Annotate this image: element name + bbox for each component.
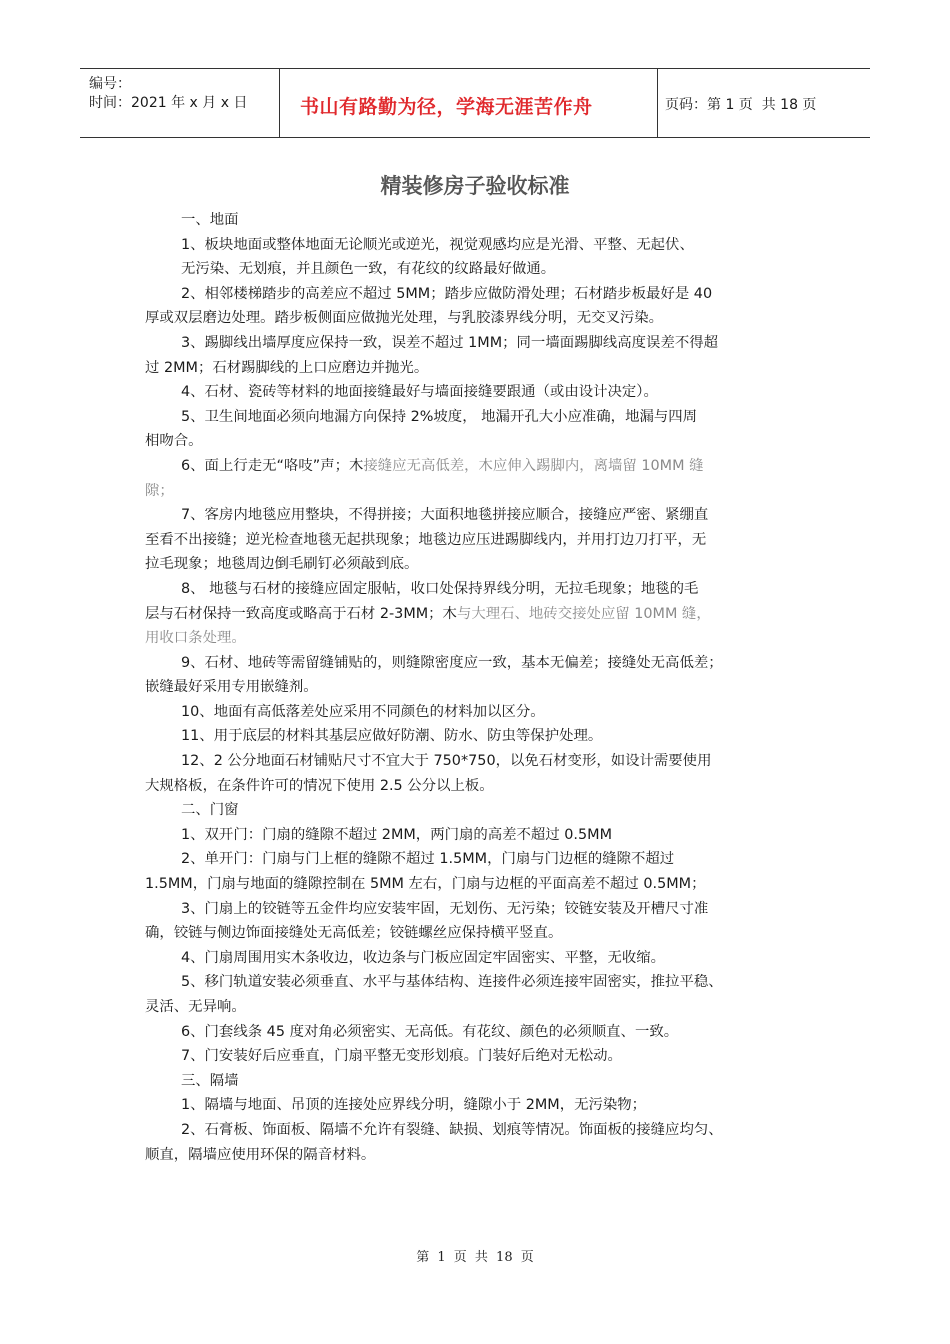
- body-line-text: 5、卫生间地面必须向地漏方向保持 2%坡度， 地漏开孔大小应准确，地漏与四周: [181, 408, 698, 425]
- body-line-text: 确，铰链与侧边饰面接缝处无高低差；铰链螺丝应保持横平竖直。: [145, 925, 563, 942]
- body-line-text: 相吻合。: [145, 433, 203, 450]
- body-line: [145, 970, 810, 995]
- body-line-text: 二、门窗: [181, 802, 239, 819]
- body-line: [145, 1093, 810, 1118]
- document-title: 精装修房子验收标准: [380, 174, 570, 198]
- body-line-faded-text: 接缝应无高低差，木应伸入踢脚内，离墙留 10MM 缝: [363, 457, 704, 474]
- body-line: [145, 1020, 810, 1045]
- body-line-text: 8、 地毯与石材的接缝应固定服帖，收口处保持界线分明，无拉毛现象；地毯的毛: [181, 580, 699, 597]
- body-line-text: 11、用于底层的材料其基层应做好防潮、防水、防虫等保护处理。: [181, 728, 603, 745]
- body-line: [145, 921, 810, 946]
- body-line-faded-text: 用收口条处理。: [145, 630, 246, 647]
- body-line: [145, 774, 810, 799]
- body-line: [145, 454, 810, 479]
- body-line: [145, 233, 810, 258]
- header-page-info: 页码：第 1 页 共 18 页: [665, 97, 817, 113]
- doc-number-label: 编号：: [89, 76, 131, 92]
- body-line: [145, 1069, 810, 1094]
- body-line-text: 过 2MM；石材踢脚线的上口应磨边并抛光。: [145, 359, 429, 376]
- body-line-text: 拉毛现象；地毯周边倒毛刷钉必须敲到底。: [145, 556, 419, 573]
- body-line: [145, 257, 810, 282]
- body-line-text: 6、门套线条 45 度对角必须密实、无高低。有花纹、颜色的必须顺直、一致。: [181, 1023, 679, 1040]
- body-line-text: 2、石膏板、饰面板、隔墙不允许有裂缝、缺损、划痕等情况。饰面板的接缝应均匀、: [181, 1121, 723, 1138]
- body-line: [145, 847, 810, 872]
- body-line: [145, 626, 810, 651]
- page-footer: 第 1 页 共 18 页: [416, 1250, 534, 1265]
- body-line-text: 1、双开门：门扇的缝隙不超过 2MM，两门扇的高差不超过 0.5MM: [181, 826, 612, 843]
- body-line-text: 厚或双层磨边处理。踏步板侧面应做抛光处理，与乳胶漆界线分明，无交叉污染。: [145, 310, 664, 327]
- body-line: [145, 749, 810, 774]
- body-line-text: 1.5MM，门扇与地面的缝隙控制在 5MM 左右，门扇与边框的平面高差不超过 0.5MM；: [145, 876, 706, 893]
- body-line-text: 4、门扇周围用实木条收边，收边条与门板应固定牢固密实、平整，无收缩。: [181, 949, 666, 966]
- body-line: [145, 306, 810, 331]
- body-line: [145, 528, 810, 553]
- header-meta: [80, 69, 280, 137]
- body-line: [145, 872, 810, 897]
- body-line: [145, 700, 810, 725]
- body-line: [145, 356, 810, 381]
- body-line-text: 9、石材、地砖等需留缝铺贴的，则缝隙密度应一致，基本无偏差；接缝处无高低差；: [181, 654, 723, 671]
- body-line-text: 嵌缝最好采用专用嵌缝剂。: [145, 679, 318, 696]
- body-line-text: 三、隔墙: [181, 1072, 239, 1089]
- body-line: [145, 946, 810, 971]
- body-line: [145, 479, 810, 504]
- body-line-faded-text: 与大理石、地砖交接处应留 10MM 缝，: [456, 605, 711, 622]
- body-line: [145, 897, 810, 922]
- body-line-text: 1、隔墙与地面、吊顶的连接处应界线分明，缝隙小于 2MM，无污染物；: [181, 1097, 647, 1114]
- body-line-text: 6、面上行走无“咯吱”声；木: [181, 457, 364, 474]
- body-line: [145, 429, 810, 454]
- body-line-text: 无污染、无划痕，并且颜色一致，有花纹的纹路最好做通。: [181, 261, 556, 278]
- body-line: [145, 282, 810, 307]
- document-body: [145, 208, 810, 1167]
- page-header: [80, 68, 870, 138]
- body-line-text: 7、门安装好后应垂直，门扇平整无变形划痕。门装好后绝对无松动。: [181, 1048, 622, 1065]
- body-line: [145, 823, 810, 848]
- body-line-text: 至看不出接缝；逆光检查地毯无起拱现象；地毯边应压进踢脚线内，并用打边刀打平，无: [145, 531, 707, 548]
- header-page-cell: [658, 69, 870, 137]
- body-line-text: 2、相邻楼梯踏步的高差应不超过 5MM；踏步应做防滑处理；石材踏步板最好是 40: [181, 285, 713, 302]
- body-line: [145, 798, 810, 823]
- header-motto: 书山有路勤为径，学海无涯苦作舟: [300, 95, 593, 118]
- body-line: [145, 675, 810, 700]
- body-line-text: 顺直，隔墙应使用环保的隔音材料。: [145, 1146, 376, 1163]
- body-line-text: 一、地面: [181, 212, 239, 228]
- body-line-text: 3、门扇上的铰链等五金件均应安装牢固，无划伤、无污染；铰链安装及开槽尺寸准: [181, 900, 709, 917]
- body-line-faded-text: 隙；: [145, 482, 174, 499]
- body-line: [145, 651, 810, 676]
- body-line: [145, 995, 810, 1020]
- body-line: [145, 380, 810, 405]
- body-line: [145, 552, 810, 577]
- body-line-text: 7、客房内地毯应用整块，不得拼接；大面积地毯拼接应顺合，接缝应严密、紧绷直: [181, 507, 709, 524]
- body-line: [145, 1044, 810, 1069]
- body-line-text: 1、板块地面或整体地面无论顺光或逆光，视觉观感均应是光滑、平整、无起伏、: [181, 236, 694, 253]
- body-line-text: 4、石材、瓷砖等材料的地面接缝最好与墙面接缝要跟通（或由设计决定）。: [181, 384, 658, 401]
- body-line-text: 大规格板，在条件许可的情况下使用 2.5 公分以上板。: [145, 777, 494, 794]
- body-line: [145, 208, 810, 233]
- body-line-text: 3、踢脚线出墙厚度应保持一致，误差不超过 1MM；同一墙面踢脚线高度误差不得超: [181, 334, 719, 351]
- body-line: [145, 602, 810, 627]
- body-line-text: 层与石材保持一致高度或略高于石材 2-3MM；木: [145, 605, 457, 622]
- body-line: [145, 724, 810, 749]
- body-line: [145, 331, 810, 356]
- body-line-text: 2、单开门：门扇与门上框的缝隙不超过 1.5MM，门扇与门边框的缝隙不超过: [181, 851, 675, 868]
- body-line: [145, 503, 810, 528]
- header-motto-cell: [280, 69, 658, 137]
- body-line-text: 12、2 公分地面石材铺贴尺寸不宜大于 750*750，以免石材变形，如设计需要使用: [181, 753, 712, 770]
- body-line-text: 灵活、无异响。: [145, 999, 246, 1015]
- body-line: [145, 577, 810, 602]
- doc-date-label: 时间：2021 年 x 月 x 日: [89, 95, 248, 111]
- body-line: [145, 1118, 810, 1143]
- body-line-text: 5、移门轨道安装必须垂直、水平与基体结构、连接件必须连接牢固密实，推拉平稳、: [181, 974, 723, 991]
- body-line-text: 10、地面有高低落差处应采用不同颜色的材料加以区分。: [181, 703, 545, 720]
- body-line: [145, 1143, 810, 1168]
- body-line: [145, 405, 810, 430]
